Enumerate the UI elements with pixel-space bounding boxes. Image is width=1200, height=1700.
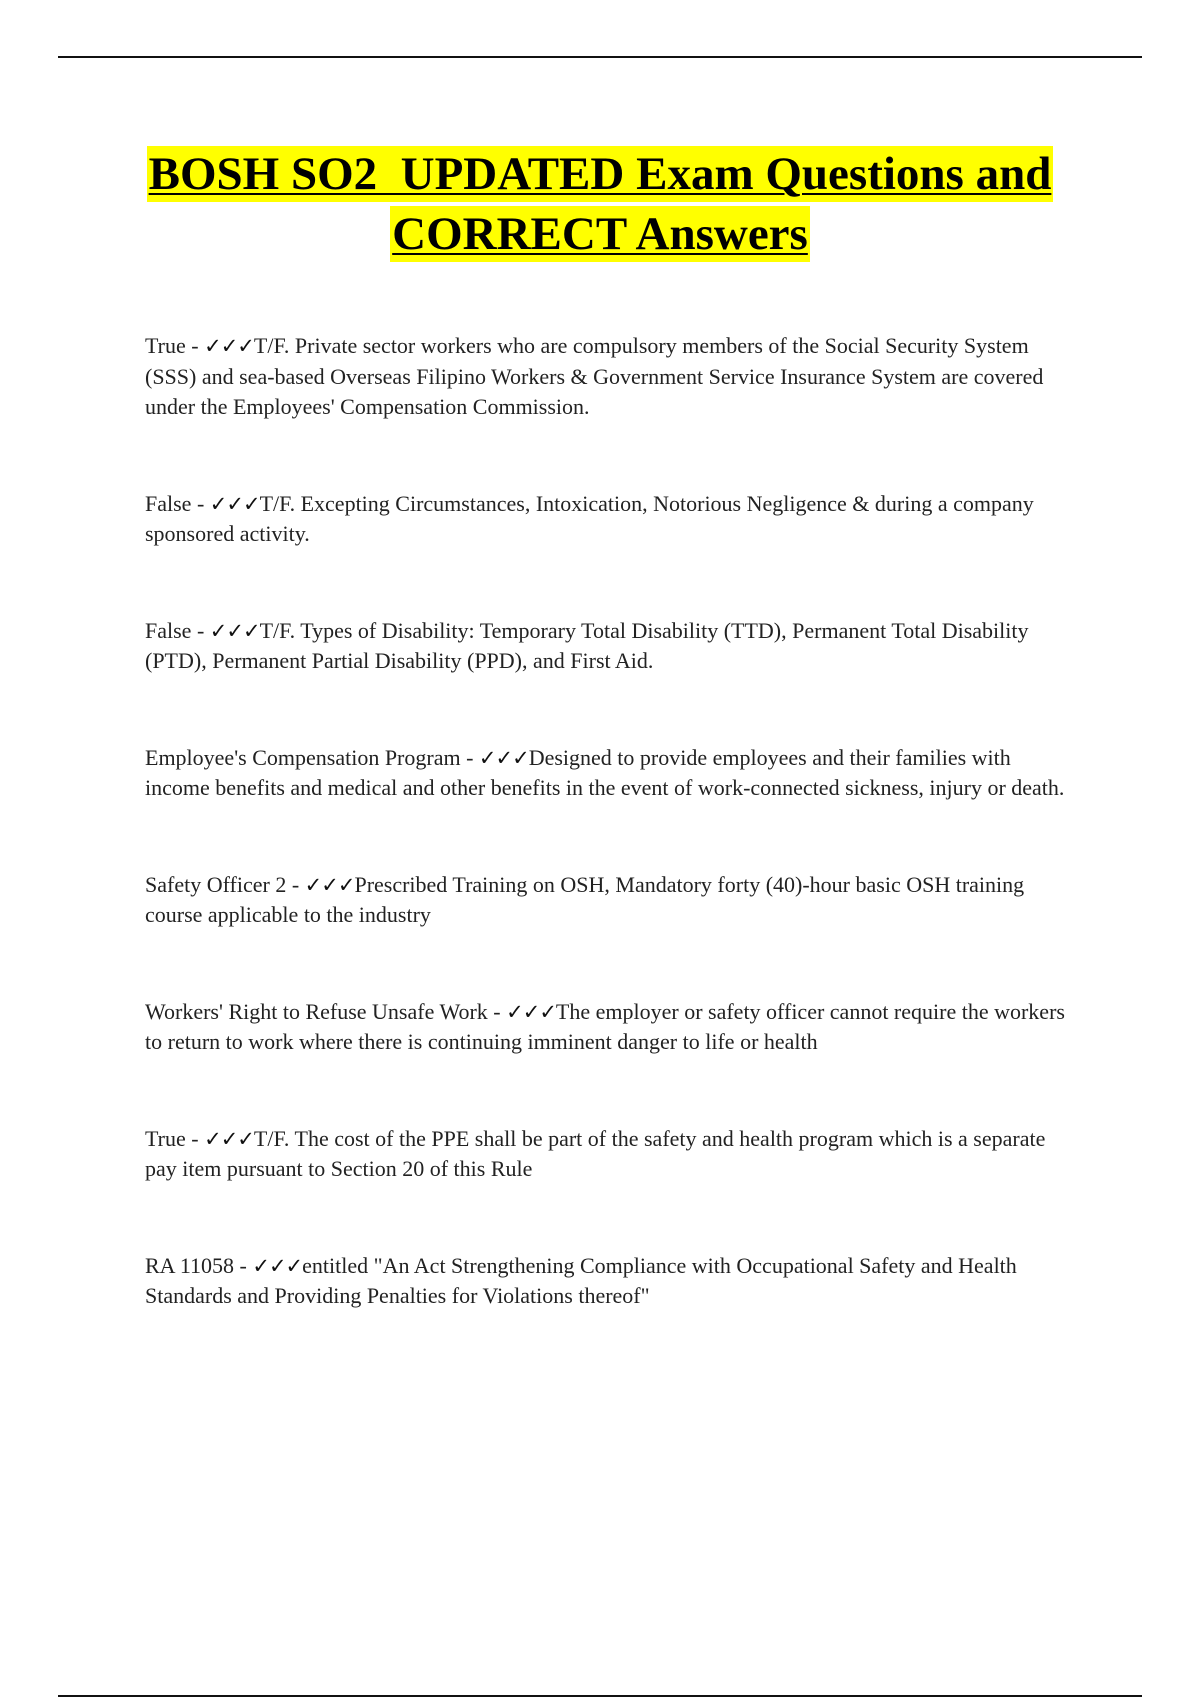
- answer-text: True: [145, 1125, 186, 1151]
- check-marks-icon: ✓✓✓: [506, 999, 556, 1024]
- separator: -: [191, 617, 210, 643]
- question-text: Designed to provide employees and their families with income benefits and medical and other benefits in the event of work-connected sickness, injury or death.: [145, 744, 1065, 800]
- answer-text: True: [145, 333, 186, 358]
- answer-text: False: [145, 617, 192, 643]
- separator: -: [191, 490, 210, 516]
- qa-item: [145, 997, 1080, 1058]
- answer-text: Workers' Right to Refuse Unsafe Work: [145, 998, 488, 1024]
- bottom-divider: [58, 1695, 1142, 1697]
- check-marks-icon: ✓✓✓: [304, 872, 355, 897]
- question-text: The employer or safety officer cannot require the workers to return to work where there is continuing imminent danger to life or health: [145, 998, 1065, 1054]
- question-text: Prescribed Training on OSH, Mandatory forty (40)-hour basic OSH training course applicable to the industry: [145, 871, 1025, 927]
- qa-list: [145, 331, 1080, 1312]
- check-marks-icon: ✓✓✓: [209, 618, 260, 643]
- separator: -: [286, 871, 305, 897]
- separator: -: [460, 744, 479, 770]
- answer-text: False: [145, 490, 192, 516]
- answer-text: RA 11058: [145, 1252, 235, 1278]
- answer-text: Employee's Compensation Program: [145, 744, 461, 770]
- check-marks-icon: ✓✓✓: [204, 1126, 254, 1151]
- question-text: T/F. Private sector workers who are compulsory members of the Social Security System (SSS) and sea-based Overseas Filipino Workers & Government Service Insurance System are covered under the Employees' Compensation Commission.: [145, 333, 1044, 419]
- question-text: entitled "An Act Strengthening Compliance with Occupational Safety and Health Standards and Providing Penalties for Violations thereof": [145, 1252, 1017, 1308]
- qa-item: [145, 1124, 1080, 1185]
- qa-item: [145, 1251, 1080, 1312]
- qa-item: [145, 870, 1080, 931]
- qa-item: [145, 489, 1080, 550]
- separator: -: [487, 998, 507, 1024]
- question-text: T/F. Types of Disability: Temporary Total Disability (TTD), Permanent Total Disability (PTD), Permanent Partial Disability (PPD), and First Aid.: [145, 617, 1029, 673]
- top-divider: [58, 56, 1142, 58]
- check-marks-icon: ✓✓✓: [252, 1253, 303, 1278]
- separator: -: [234, 1252, 253, 1278]
- qa-item: [145, 331, 1080, 423]
- qa-item: [145, 616, 1080, 677]
- title-line-2: CORRECT Answers: [392, 208, 808, 260]
- check-marks-icon: ✓✓✓: [478, 745, 529, 770]
- separator: -: [185, 1125, 205, 1151]
- separator: -: [185, 333, 205, 358]
- check-marks-icon: ✓✓✓: [204, 334, 254, 358]
- question-text: T/F. The cost of the PPE shall be part of the safety and health program which is a separate pay item pursuant to Section 20 of this Rule: [145, 1125, 1046, 1181]
- title-line-1: BOSH SO2 UPDATED Exam Questions and: [148, 148, 1052, 200]
- qa-item: [145, 743, 1080, 804]
- answer-text: Safety Officer 2: [145, 871, 287, 897]
- document-title: [100, 146, 1100, 266]
- question-text: T/F. Excepting Circumstances, Intoxication, Notorious Negligence & during a company sponsored activity.: [145, 490, 1034, 546]
- check-marks-icon: ✓✓✓: [209, 491, 260, 516]
